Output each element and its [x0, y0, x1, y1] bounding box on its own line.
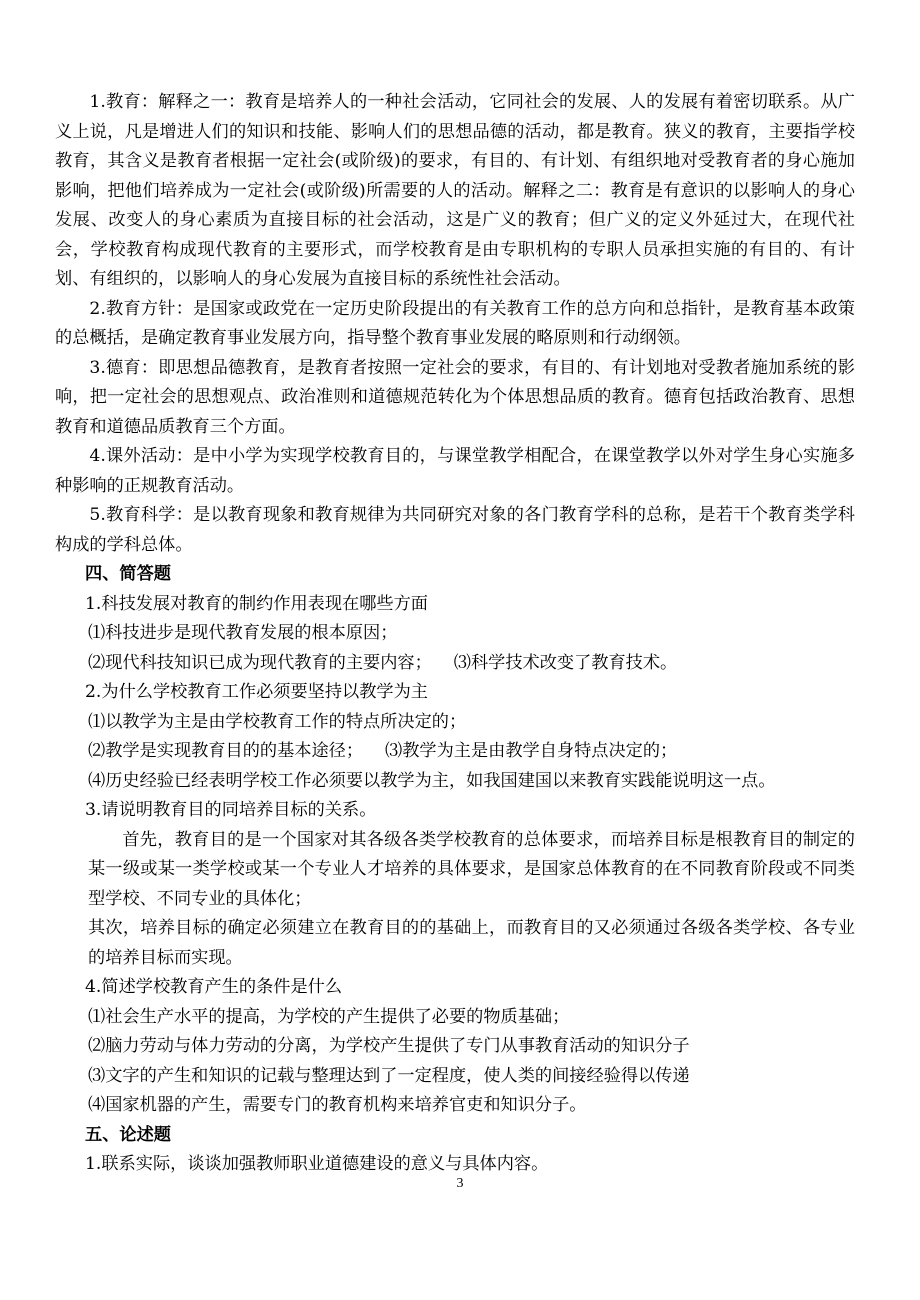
question-title: 1.联系实际，谈谈加强教师职业道德建设的意义与具体内容。: [85, 1154, 549, 1174]
answer-item: [55, 737, 855, 767]
answer-paragraph: 首先，教育目的是一个国家对其各级各类学校教育的总体要求，而培养目标是根教育目的制定的某一级或某一类学校或某一个专业人才培养的具体要求，是国家总体教育的在不同教育阶段或不同类型学校、不同专业的具体化；: [88, 829, 855, 909]
answer-item: ⑶文字的产生和知识的记载与整理达到了一定程度，使人类的间接经验得以传递: [88, 1065, 690, 1086]
answer-item-part: ⑵教学是实现教育目的的基本途径；: [88, 741, 364, 761]
definition-education-policy: 2.教育方针：是国家或政党在一定历史阶段提出的有关教育工作的总方向和总指针，是教育基本政策的总概括，是确定教育事业发展方向，指导整个教育事业发展的略原则和行动纲领。: [55, 298, 855, 348]
answer-paragraph: 其次，培养目标的确定必须建立在教育目的的基础上，而教育目的又必须通过各级各类学校、各专业的培养目标而实现。: [88, 918, 855, 968]
page-number: 3: [456, 1176, 464, 1191]
section-heading-essay: 五、论述题: [85, 1124, 171, 1145]
answer-item: [55, 649, 855, 679]
definition-moral-education: 3.德育：即思想品德教育，是教育者按照一定社会的要求，有目的、有计划地对受教者施加系统的影响，把一定社会的思想观点、政治准则和道德规范转化为个体思想品质的教育。德育包括政治教育、思想教育和道德品质教育三个方面。: [55, 357, 855, 437]
answer-item: ⑴以教学为主是由学校教育工作的特点所决定的；: [88, 711, 467, 732]
answer-item-part: ⑶教学为主是由教学自身特点决定的；: [385, 741, 678, 761]
definition-education: 1.教育：解释之一：教育是培养人的一种社会活动，它同社会的发展、人的发展有着密切联系。从广义上说，凡是增进人们的知识和技能、影响人们的思想品德的活动，都是教育。狭义的教育，主要指学校教育，其含义是教育者根据一定社会(或阶级)的要求，有目的、有计划、有组织地对受教育者的身心施加影响，把他们培养成为一定社会(或阶级)所需要的人的活动。解释之二：教育是有意识的以影响人的身心发展、改变人的身心素质为直接目标的社会活动，这是广义的教育；但广义的定义外延过大，在现代社会，学校教育构成现代教育的主要形式，而学校教育是由专职机构的专职人员承担实施的有目的、有计划、有组织的，以影响人的身心发展为直接目标的系统性社会活动。: [55, 92, 855, 289]
answer-item: ⑴社会生产水平的提高，为学校的产生提供了必要的物质基础；: [88, 1006, 570, 1027]
answer-item-part: ⑶科学技术改变了教育技术。: [453, 652, 678, 673]
definition-extracurricular: 4.课外活动：是中小学为实现学校教育目的，与课堂教学相配合，在课堂教学以外对学生身心实施多种影响的正规教育活动。: [55, 446, 855, 496]
question-title: 2.为什么学校教育工作必须要坚持以教学为主: [85, 682, 428, 702]
answer-item: ⑵脑力劳动与体力劳动的分离，为学校产生提供了专门从事教育活动的知识分子: [88, 1036, 690, 1056]
answer-item: ⑷国家机器的产生，需要专门的教育机构来培养官吏和知识分子。: [88, 1095, 587, 1115]
page-content: [55, 88, 855, 1180]
definition-education-science: 5.教育科学：是以教育现象和教育规律为共同研究对象的各门教育学科的总称，是若干个教育类学科构成的学科总体。: [55, 505, 855, 555]
answer-item: ⑷历史经验已经表明学校工作必须要以教学为主，如我国建国以来教育实践能说明这一点。: [88, 770, 776, 791]
section-heading-short-answer: 四、简答题: [85, 564, 171, 584]
answer-item: ⑴科技进步是现代教育发展的根本原因；: [88, 623, 398, 643]
question-title: 3.请说明教育目的同培养目标的关系。: [85, 800, 377, 820]
answer-item-part: ⑵现代科技知识已成为现代教育的主要内容；: [88, 652, 432, 673]
question-title: 1.科技发展对教育的制约作用表现在哪些方面: [85, 593, 428, 614]
question-title: 4.简述学校教育产生的条件是什么: [85, 977, 343, 997]
